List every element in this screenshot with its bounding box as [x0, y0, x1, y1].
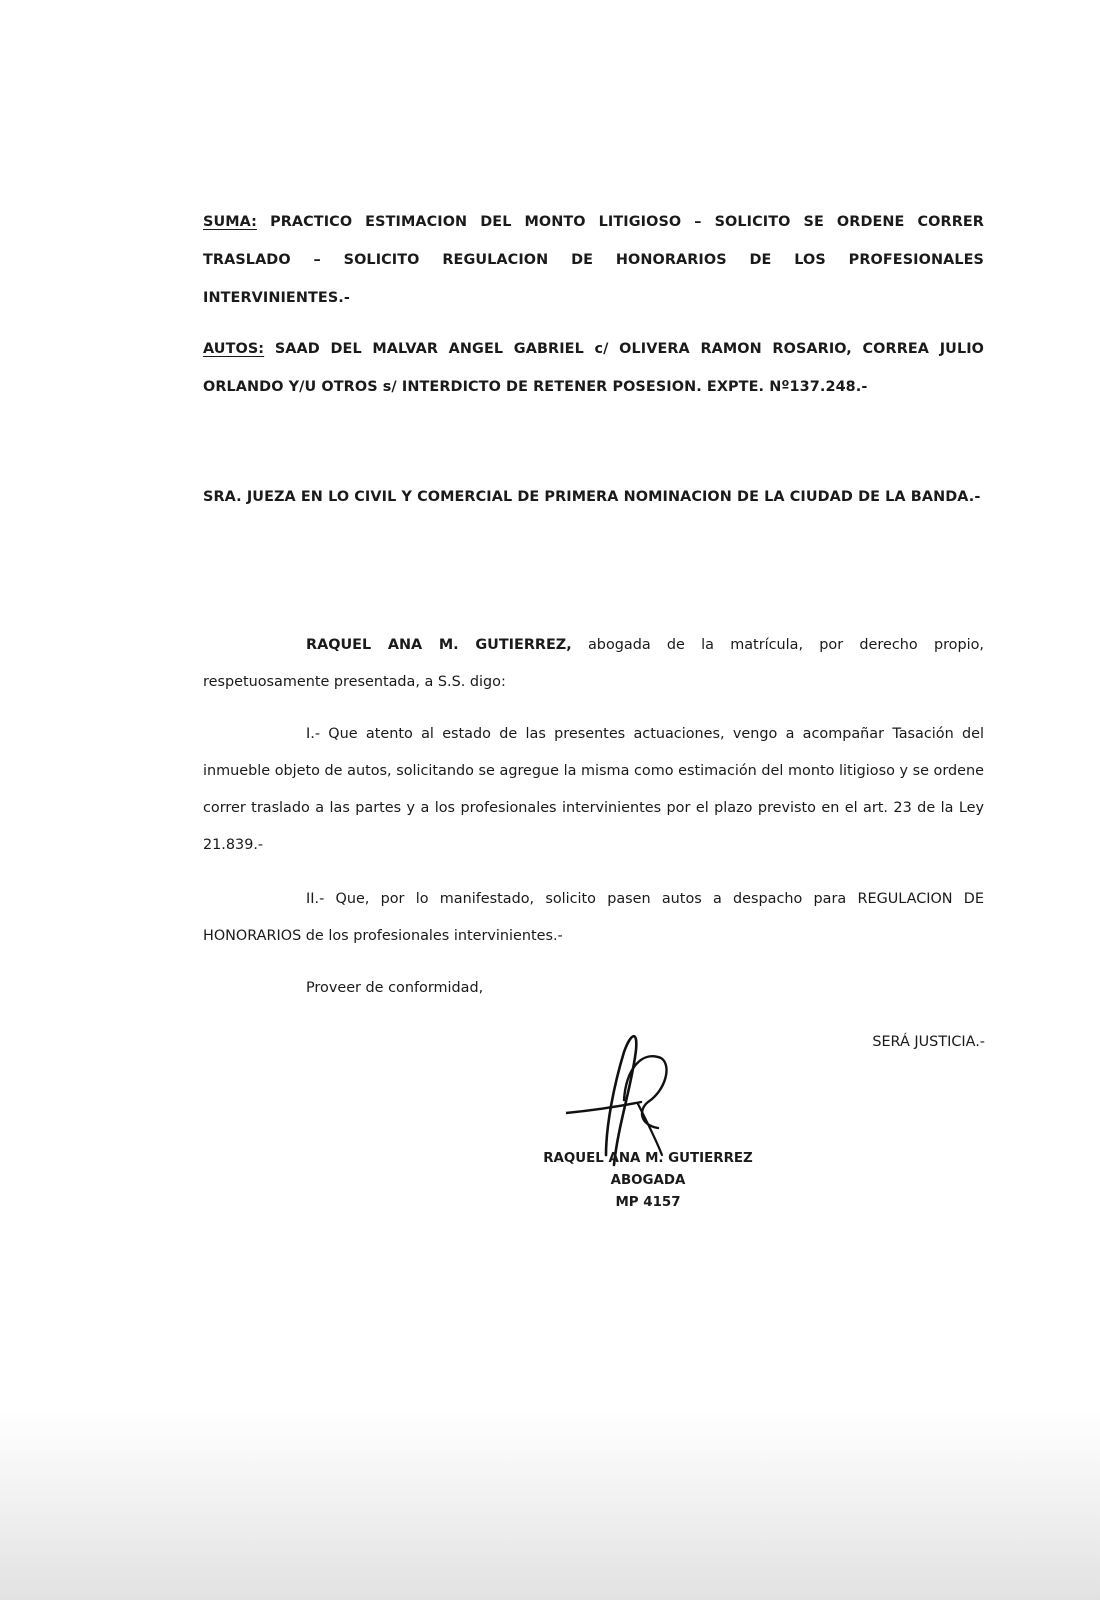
autos-text: SAAD DEL MALVAR ANGEL GABRIEL c/ OLIVERA RAMON ROSARIO, CORREA JULIO ORLANDO Y/U OTROS s/ INTERDICTO DE RETENER POSESION. EXPTE. Nº137.248.- — [203, 341, 984, 395]
paragraph-1: I.- Que atento al estado de las presentes actuaciones, vengo a acompañar Tasación del inmueble objeto de autos, solicitando se agregue la misma como estimación del monto litigioso y se ordene correr traslado a las partes y a los profesionales intervinientes por el plazo previsto en el art. 23 de la Ley 21.839.- — [203, 726, 984, 853]
autos-label: AUTOS: — [203, 341, 265, 357]
suma-section — [203, 203, 984, 317]
paragraph-2: II.- Que, por lo manifestado, solicito pasen autos a despacho para REGULACION DE HONORARIOS de los profesionales intervinientes.- — [203, 891, 984, 944]
intro-paragraph — [203, 627, 984, 701]
closing-line: Proveer de conformidad, — [306, 980, 484, 996]
signer-registration: MP 4157 — [615, 1195, 681, 1210]
signer-name: RAQUEL ANA M. GUTIERREZ — [543, 1151, 753, 1166]
signature-block — [520, 1148, 776, 1214]
intro-text: abogada de la matrícula, por derecho propio, respetuosamente presentada, a S.S. digo: — [203, 637, 984, 690]
autos-section — [203, 330, 984, 406]
sera-justicia: SERÁ JUSTICIA.- — [872, 1034, 985, 1050]
suma-text: PRACTICO ESTIMACION DEL MONTO LITIGIOSO – SOLICITO SE ORDENE CORRER TRASLADO – SOLICITO REGULACION DE HONORARIOS DE LOS PROFESIONALES INTERVINIENTES.- — [203, 214, 984, 306]
signer-title: ABOGADA — [610, 1173, 686, 1188]
suma-label: SUMA: — [203, 214, 258, 230]
addressee: SRA. JUEZA EN LO CIVIL Y COMERCIAL DE PRIMERA NOMINACION DE LA CIUDAD DE LA BANDA.- — [203, 489, 981, 505]
author-name: RAQUEL ANA M. GUTIERREZ, — [306, 637, 572, 653]
